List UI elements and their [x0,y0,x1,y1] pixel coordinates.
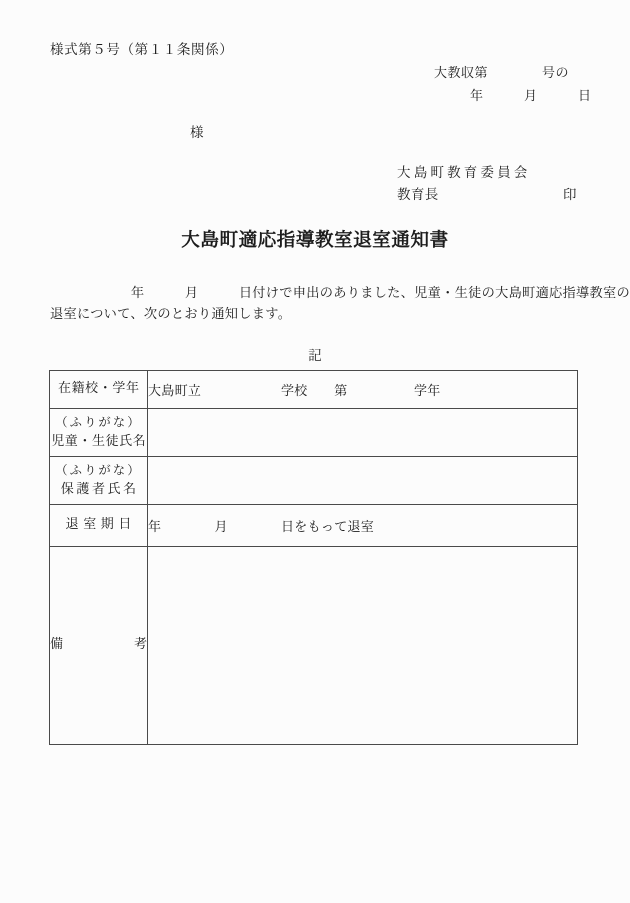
issuer-title: 教育長 [397,187,439,203]
addressee-honorific: 様 [190,125,204,141]
row-value-student-name[interactable] [148,409,578,457]
form-number: 様式第５号（第１１条関係） [50,42,234,58]
table-row [50,371,578,409]
table-row [50,457,578,505]
document-date: 年 月 日 [470,89,592,104]
row-label-text: 保護者氏名 [60,481,139,497]
row-value-remarks[interactable] [148,547,578,745]
row-label-text-left: 備 [50,637,64,653]
row-label-guardian-name [50,457,148,505]
row-label-remarks [50,547,148,745]
row-label-enrollment [50,371,148,409]
furigana-label: （ふりがな） [55,414,142,429]
ki-marker: 記 [308,348,322,364]
row-value-enrollment[interactable]: 大島町立 学校 第 学年 [148,371,578,409]
table-row [50,547,578,745]
issuer-organization: 大島町教育委員会 [397,165,531,181]
row-label-text: 在籍校・学年 [57,381,140,397]
row-value-guardian-name[interactable] [148,457,578,505]
row-label-exit-date [50,505,148,547]
notification-form-table [49,370,578,745]
page-title: 大島町適応指導教室退室通知書 [181,230,449,251]
row-label-text: 児童・生徒氏名 [51,433,147,449]
document-number: 大教収第 号の [434,66,570,81]
table-row [50,505,578,547]
table-row [50,409,578,457]
body-paragraph-line-2: 退室について、次のとおり通知します。 [50,307,292,322]
row-value-exit-date[interactable]: 年 月 日をもって退室 [148,505,578,547]
seal-mark: 印 [563,187,577,203]
row-label-text: 退室期日 [65,517,136,533]
row-label-student-name [50,409,148,457]
row-label-text-right: 考 [133,637,147,653]
body-paragraph-line-1: 年 月 日付けで申出のありました、児童・生徒の大島町適応指導教室の [50,286,630,301]
furigana-label: （ふりがな） [55,462,142,477]
